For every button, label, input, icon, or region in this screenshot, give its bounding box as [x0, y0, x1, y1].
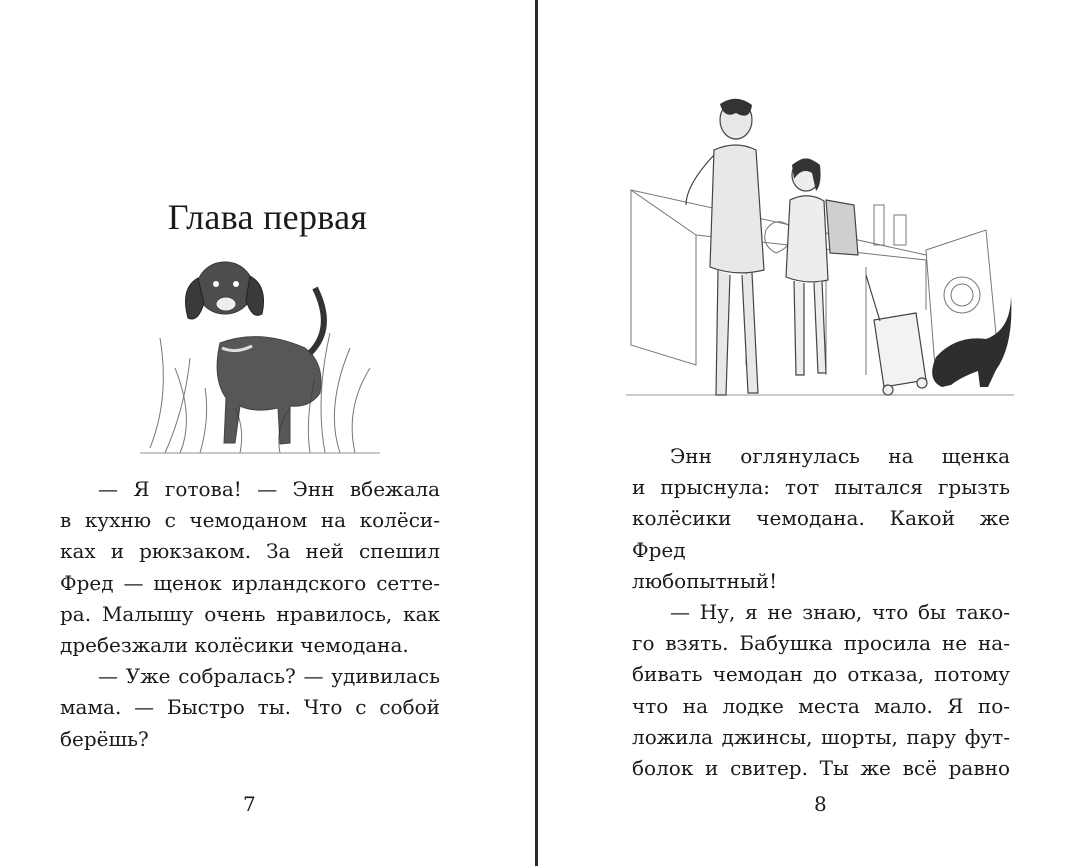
text-line: дребезжали колёсики чемодана. — [60, 633, 409, 658]
left-page-text — [60, 474, 440, 755]
right-page-text — [632, 441, 1010, 784]
text-line: бивать чемодан до отказа, потому — [632, 662, 1010, 687]
text-line: что на лодке места мало. Я по- — [632, 693, 1010, 718]
text-line: го взять. Бабушка просила не на- — [632, 631, 1010, 656]
text-line: любопытный! — [632, 568, 778, 593]
text-line: болок и свитер. Ты же всё равно — [632, 756, 1010, 781]
text-line: ра. Малышу очень нравилось, как — [60, 601, 440, 626]
dog-illustration — [140, 248, 380, 458]
text-line: и прыснула: тот пытался грызть — [632, 475, 1010, 500]
text-line: — Я готова! — Энн вбежала — [98, 477, 440, 501]
text-line: Энн оглянулась на щенка — [670, 444, 1010, 468]
text-line: — Уже собралась? — удивилась — [98, 664, 440, 689]
page-number-left: 7 — [243, 792, 256, 816]
book-gutter — [535, 0, 538, 866]
text-line: берёшь? — [60, 726, 149, 751]
text-line: Фред — щенок ирландского сетте- — [60, 570, 440, 595]
text-line: ложила джинсы, шорты, пару фут- — [632, 724, 1010, 749]
chapter-title: Глава первая — [167, 197, 368, 237]
page-number-right: 8 — [814, 792, 827, 816]
text-line: — Ну, я не знаю, что бы тако- — [670, 600, 1010, 625]
text-line: ках и рюкзаком. За ней спешил — [60, 539, 440, 564]
text-line: в кухню с чемоданом на колёси- — [60, 508, 440, 533]
text-line: мама. — Быстро ты. Что с собой — [60, 695, 440, 720]
text-line: колёсики чемодана. Какой же Фред — [632, 506, 1010, 562]
kitchen-illustration — [626, 95, 1014, 417]
